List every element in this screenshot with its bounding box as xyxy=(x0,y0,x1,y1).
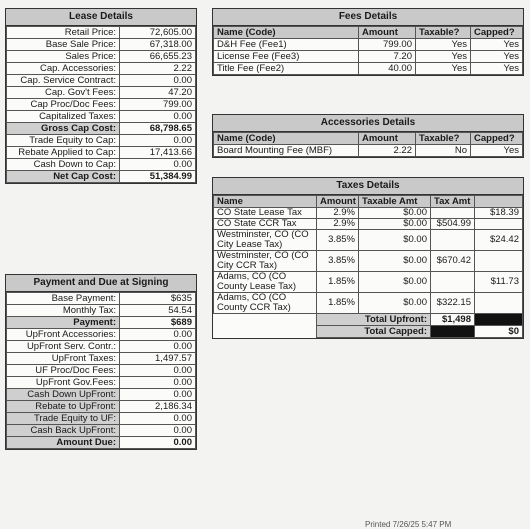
tax-row xyxy=(214,272,523,293)
lease-details-title: Lease Details xyxy=(6,9,196,26)
lease-row-label: Cap. Service Contract: xyxy=(7,75,120,87)
payment-row-label: Base Payment: xyxy=(7,293,120,305)
lease-row xyxy=(7,63,196,75)
payment-row xyxy=(7,425,196,437)
payment-row xyxy=(7,413,196,425)
lease-row xyxy=(7,147,196,159)
tax-row xyxy=(214,293,523,314)
tax-row xyxy=(214,230,523,251)
lease-row-label: Retail Price: xyxy=(7,27,120,39)
tax-header: Taxable Amt xyxy=(359,196,431,208)
lease-row-value: 799.00 xyxy=(120,99,196,111)
payment-row-value: 2,186.34 xyxy=(120,401,196,413)
lease-row-label: Gross Cap Cost: xyxy=(7,123,120,135)
payment-row xyxy=(7,365,196,377)
tax-cell: 3.85% xyxy=(317,251,359,272)
fee-header: Capped? xyxy=(471,27,523,39)
total-upfront-label: Total Upfront: xyxy=(317,314,431,326)
payment-row xyxy=(7,317,196,329)
tax-cell: 3.85% xyxy=(317,230,359,251)
accessory-cell: 2.22 xyxy=(359,145,416,157)
fee-row xyxy=(214,51,523,63)
tax-cell xyxy=(431,230,475,251)
lease-row-label: Base Sale Price: xyxy=(7,39,120,51)
accessory-cell: Yes xyxy=(471,145,523,157)
taxes-title: Taxes Details xyxy=(213,178,523,195)
payment-row-label: Amount Due: xyxy=(7,437,120,449)
lease-row-label: Rebate Applied to Cap: xyxy=(7,147,120,159)
fees-table xyxy=(213,26,523,75)
lease-row xyxy=(7,51,196,63)
lease-row xyxy=(7,111,196,123)
accessories-table xyxy=(213,132,523,157)
fee-cell: Yes xyxy=(471,51,523,63)
lease-row-value: 0.00 xyxy=(120,135,196,147)
payment-row xyxy=(7,305,196,317)
payment-row-value: 0.00 xyxy=(120,437,196,449)
total-capped-value: $0 xyxy=(475,326,523,338)
tax-cell: CO State Lease Tax xyxy=(214,208,317,219)
payment-row-value: 0.00 xyxy=(120,341,196,353)
tax-cell: $0.00 xyxy=(359,208,431,219)
payment-row-value: 0.00 xyxy=(120,365,196,377)
tax-cell xyxy=(475,251,523,272)
payment-row xyxy=(7,437,196,449)
lease-row xyxy=(7,27,196,39)
accessory-header: Capped? xyxy=(471,133,523,145)
payment-row xyxy=(7,377,196,389)
lease-row xyxy=(7,75,196,87)
tax-cell: $0.00 xyxy=(359,219,431,230)
tax-row xyxy=(214,251,523,272)
fee-cell: Yes xyxy=(416,39,471,51)
fee-header: Name (Code) xyxy=(214,27,359,39)
fee-header: Amount xyxy=(359,27,416,39)
accessories-panel xyxy=(212,114,524,158)
payment-row xyxy=(7,401,196,413)
lease-row-label: Trade Equity to Cap: xyxy=(7,135,120,147)
lease-row xyxy=(7,135,196,147)
tax-cell xyxy=(475,293,523,314)
payment-row xyxy=(7,341,196,353)
payment-row-label: Rebate to UpFront: xyxy=(7,401,120,413)
tax-header: Amount xyxy=(317,196,359,208)
lease-details-panel xyxy=(5,8,197,184)
fee-cell: 40.00 xyxy=(359,63,416,75)
payment-row-value: $635 xyxy=(120,293,196,305)
payment-row-label: Payment: xyxy=(7,317,120,329)
accessory-header: Amount xyxy=(359,133,416,145)
payment-row-label: UF Proc/Doc Fees: xyxy=(7,365,120,377)
lease-row xyxy=(7,99,196,111)
lease-row-label: Capitalized Taxes: xyxy=(7,111,120,123)
fee-cell: Yes xyxy=(471,39,523,51)
total-capped-label: Total Capped: xyxy=(317,326,431,338)
payment-row-value: 1,497.57 xyxy=(120,353,196,365)
payment-row-label: UpFront Gov.Fees: xyxy=(7,377,120,389)
tax-header: Tax Amt xyxy=(431,196,475,208)
tax-cell: $18.39 xyxy=(475,208,523,219)
total-upfront-value: $1,498 xyxy=(431,314,475,326)
lease-row-label: Cash Down to Cap: xyxy=(7,159,120,171)
fee-cell: Title Fee (Fee2) xyxy=(214,63,359,75)
lease-row xyxy=(7,159,196,171)
tax-cell xyxy=(431,208,475,219)
fee-cell: Yes xyxy=(416,63,471,75)
lease-row-value: 0.00 xyxy=(120,75,196,87)
accessory-header: Name (Code) xyxy=(214,133,359,145)
tax-cell xyxy=(431,272,475,293)
lease-row-value: 67,318.00 xyxy=(120,39,196,51)
payment-table xyxy=(6,292,196,449)
tax-header xyxy=(475,196,523,208)
payment-row-value: 0.00 xyxy=(120,377,196,389)
payment-row-value: $689 xyxy=(120,317,196,329)
accessory-row xyxy=(214,145,523,157)
lease-row-value: 66,655.23 xyxy=(120,51,196,63)
payment-row-label: Cash Back UpFront: xyxy=(7,425,120,437)
tax-cell: $11.73 xyxy=(475,272,523,293)
payment-row-label: Cash Down UpFront: xyxy=(7,389,120,401)
lease-row-value: 72,605.00 xyxy=(120,27,196,39)
tax-cell: Westminster, CO (CO City CCR Tax) xyxy=(214,251,317,272)
payment-row-value: 0.00 xyxy=(120,413,196,425)
tax-cell: Adams, CO (CO County CCR Tax) xyxy=(214,293,317,314)
fee-row xyxy=(214,63,523,75)
tax-cell: $0.00 xyxy=(359,230,431,251)
lease-row-value: 47.20 xyxy=(120,87,196,99)
fees-details-panel xyxy=(212,8,524,76)
total-upfront-row xyxy=(214,314,523,326)
payment-row-label: UpFront Taxes: xyxy=(7,353,120,365)
tax-cell: $504.99 xyxy=(431,219,475,230)
payment-row xyxy=(7,353,196,365)
fee-row xyxy=(214,39,523,51)
tax-cell: $0.00 xyxy=(359,293,431,314)
fee-cell: 799.00 xyxy=(359,39,416,51)
fee-header: Taxable? xyxy=(416,27,471,39)
tax-cell: $24.42 xyxy=(475,230,523,251)
lease-row xyxy=(7,87,196,99)
lease-row-value: 68,798.65 xyxy=(120,123,196,135)
lease-row-label: Cap. Gov't Fees: xyxy=(7,87,120,99)
accessory-header: Taxable? xyxy=(416,133,471,145)
lease-row xyxy=(7,39,196,51)
accessories-title: Accessories Details xyxy=(213,115,523,132)
payment-row xyxy=(7,293,196,305)
payment-row-label: UpFront Accessories: xyxy=(7,329,120,341)
print-footer: Printed 7/26/25 5:47 PM xyxy=(365,520,452,529)
lease-row-value: 17,413.66 xyxy=(120,147,196,159)
tax-cell: $0.00 xyxy=(359,251,431,272)
fee-cell: D&H Fee (Fee1) xyxy=(214,39,359,51)
fee-cell: Yes xyxy=(416,51,471,63)
tax-cell: $0.00 xyxy=(359,272,431,293)
lease-row-value: 51,384.99 xyxy=(120,171,196,183)
lease-row-value: 2.22 xyxy=(120,63,196,75)
payment-row-value: 0.00 xyxy=(120,389,196,401)
lease-details-table xyxy=(6,26,196,183)
accessory-cell: Board Mounting Fee (MBF) xyxy=(214,145,359,157)
tax-row xyxy=(214,208,523,219)
payment-title: Payment and Due at Signing xyxy=(6,275,196,292)
lease-row xyxy=(7,123,196,135)
tax-row xyxy=(214,219,523,230)
lease-row-label: Cap. Accessories: xyxy=(7,63,120,75)
tax-cell: Westminster, CO (CO City Lease Tax) xyxy=(214,230,317,251)
tax-cell: Adams, CO (CO County Lease Tax) xyxy=(214,272,317,293)
payment-panel xyxy=(5,274,197,450)
payment-row-label: Monthly Tax: xyxy=(7,305,120,317)
lease-row xyxy=(7,171,196,183)
tax-cell: 2.9% xyxy=(317,219,359,230)
payment-row xyxy=(7,329,196,341)
fee-cell: 7.20 xyxy=(359,51,416,63)
tax-cell: 2.9% xyxy=(317,208,359,219)
tax-cell: CO State CCR Tax xyxy=(214,219,317,230)
accessory-cell: No xyxy=(416,145,471,157)
lease-row-label: Cap Proc/Doc Fees: xyxy=(7,99,120,111)
tax-cell: $670.42 xyxy=(431,251,475,272)
lease-row-value: 0.00 xyxy=(120,111,196,123)
total-capped-row xyxy=(214,326,523,338)
tax-cell: $322.15 xyxy=(431,293,475,314)
lease-row-label: Sales Price: xyxy=(7,51,120,63)
taxes-panel xyxy=(212,177,524,339)
payment-row-label: Trade Equity to UF: xyxy=(7,413,120,425)
tax-header: Name xyxy=(214,196,317,208)
payment-row-value: 0.00 xyxy=(120,329,196,341)
payment-row-value: 54.54 xyxy=(120,305,196,317)
payment-row xyxy=(7,389,196,401)
tax-cell xyxy=(475,219,523,230)
taxes-table xyxy=(213,195,523,338)
payment-row-label: UpFront Serv. Contr.: xyxy=(7,341,120,353)
lease-row-label: Net Cap Cost: xyxy=(7,171,120,183)
lease-row-value: 0.00 xyxy=(120,159,196,171)
payment-row-value: 0.00 xyxy=(120,425,196,437)
fees-details-title: Fees Details xyxy=(213,9,523,26)
tax-cell: 1.85% xyxy=(317,293,359,314)
fee-cell: License Fee (Fee3) xyxy=(214,51,359,63)
fee-cell: Yes xyxy=(471,63,523,75)
tax-cell: 1.85% xyxy=(317,272,359,293)
